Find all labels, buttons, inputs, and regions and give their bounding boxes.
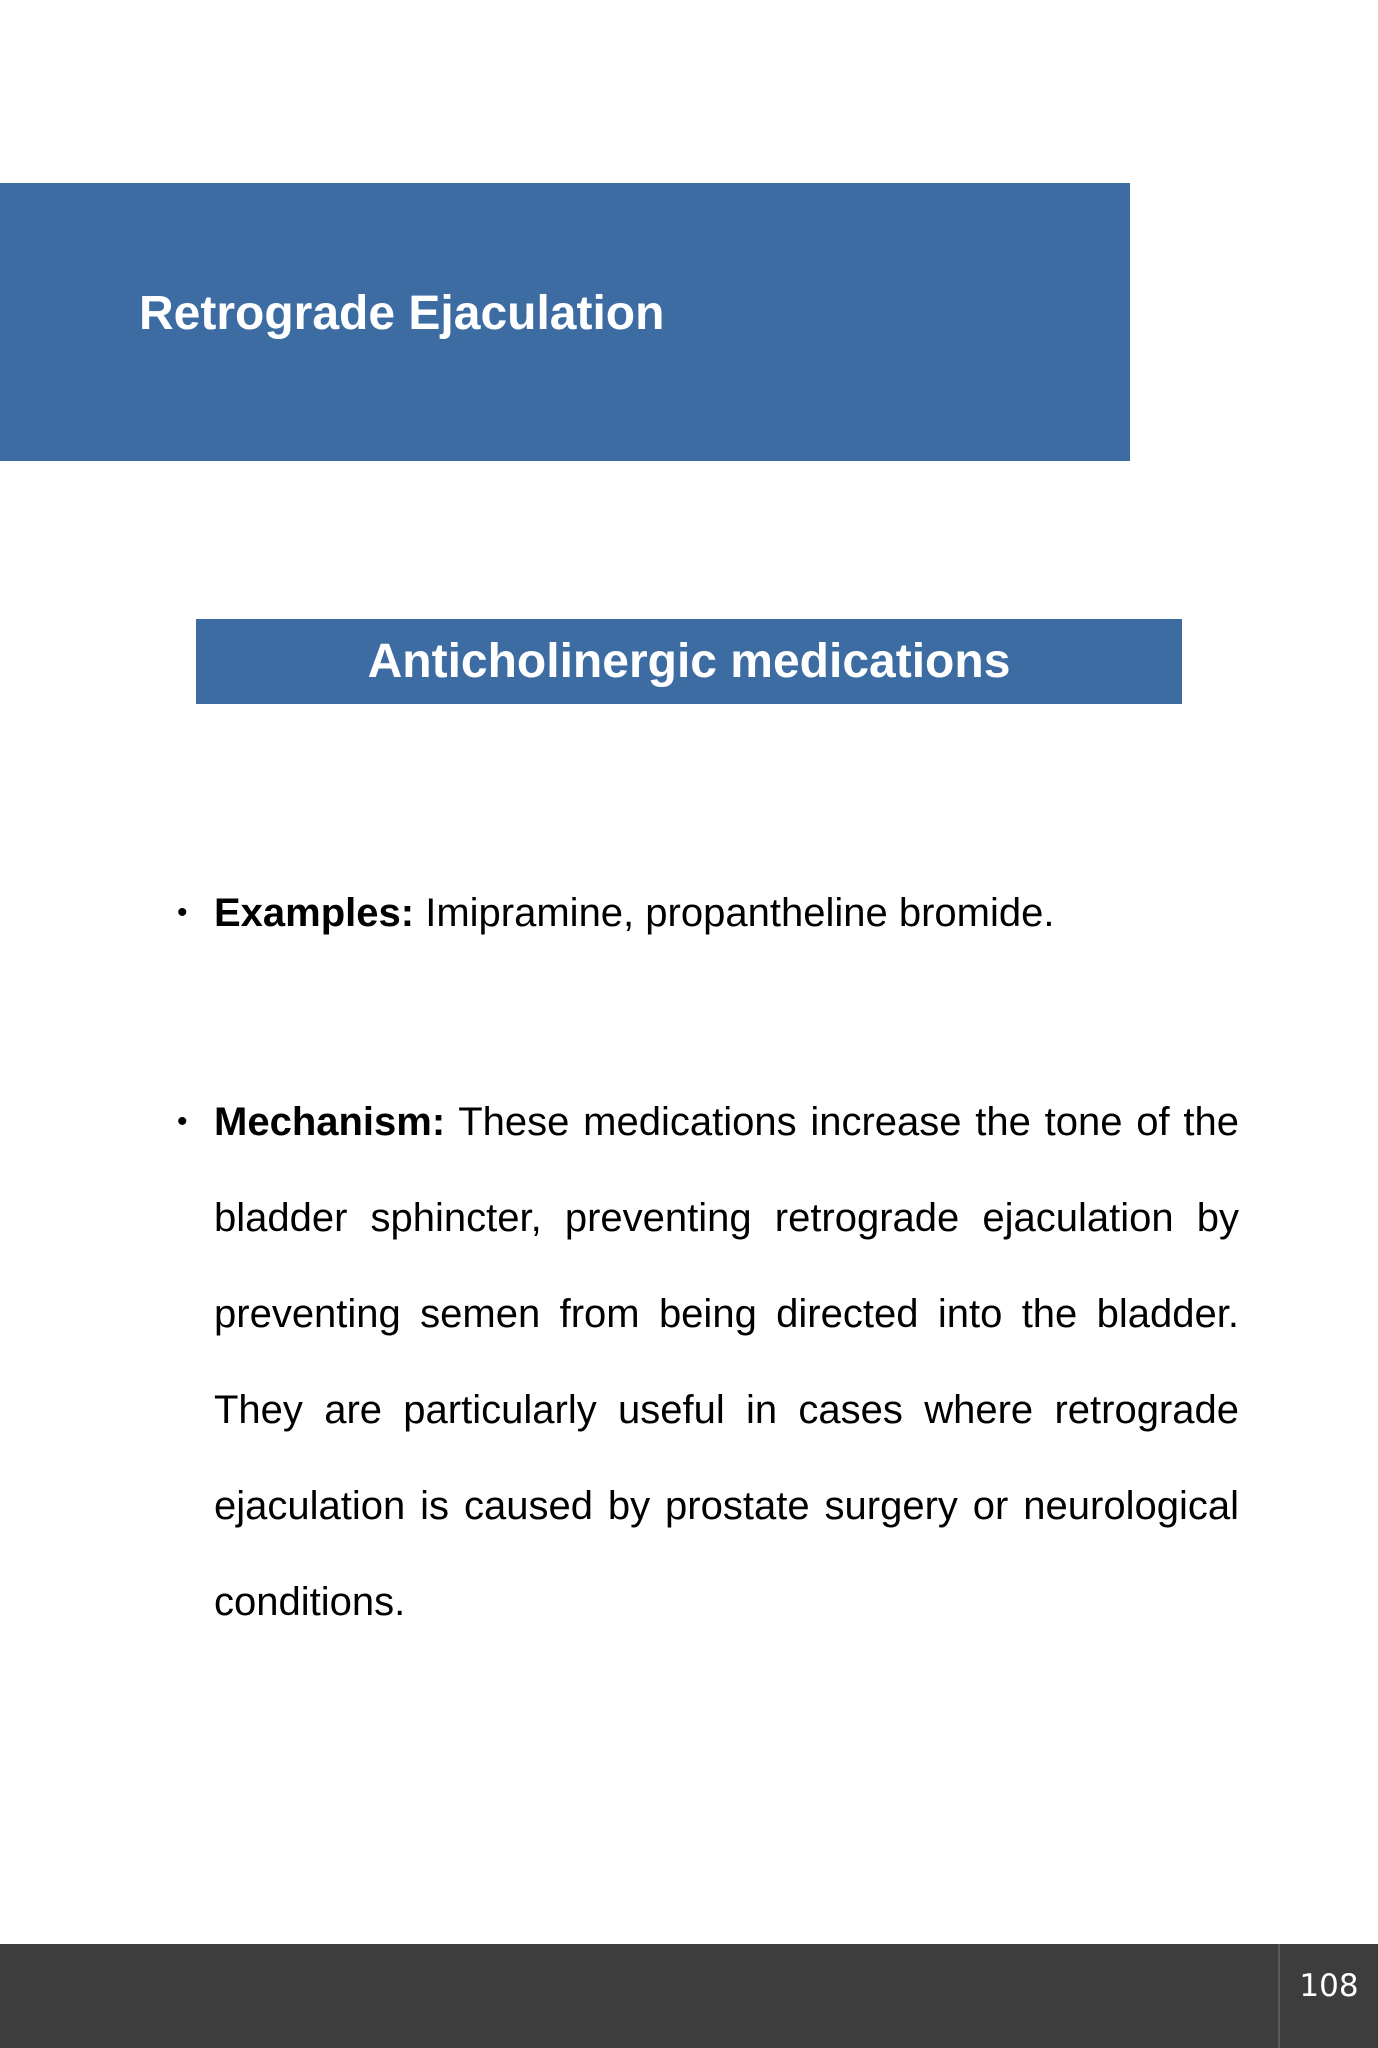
bullet-icon: • bbox=[177, 1105, 188, 1138]
mechanism-label: Mechanism: bbox=[214, 1100, 446, 1144]
bullet-icon: • bbox=[177, 896, 188, 929]
examples-label: Examples: bbox=[214, 891, 415, 935]
section-heading: Anticholinergic medications bbox=[367, 634, 1011, 688]
examples-text: Imipramine, propantheline bromide. bbox=[414, 891, 1055, 935]
list-item-examples bbox=[177, 880, 1239, 946]
mechanism-text: These medications increase the tone of the bladder sphincter, preventing retrograde ejaculation by preventing semen from being directed into the bladder. They are particularly useful in cases where retrograde ejaculation is caused by prostate surgery or neurological conditions. bbox=[214, 1100, 1239, 1624]
page-number: 108 bbox=[1299, 1968, 1359, 2004]
page-title: Retrograde Ejaculation bbox=[139, 287, 665, 340]
page-number-box bbox=[1278, 1944, 1378, 2048]
list-item-mechanism bbox=[177, 1074, 1239, 1650]
footer-bar bbox=[0, 1944, 1378, 2048]
